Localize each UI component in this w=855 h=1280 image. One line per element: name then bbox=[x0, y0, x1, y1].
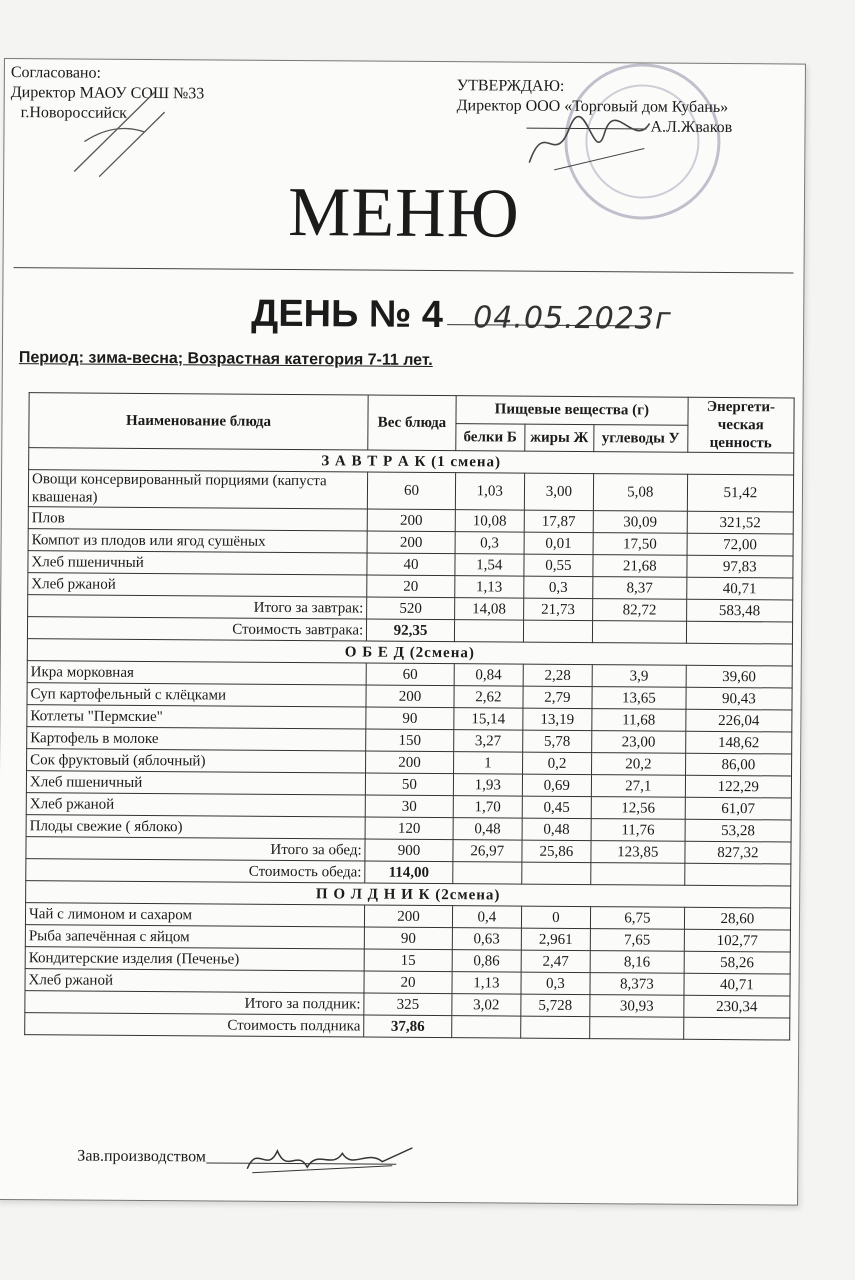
cell-weight: 200 bbox=[365, 905, 453, 928]
dish-name: Чай с лимоном и сахаром bbox=[25, 903, 364, 927]
cell-weight: 90 bbox=[364, 927, 452, 950]
handwritten-date: 04.05.2023г bbox=[473, 300, 672, 337]
cell-u: 30,09 bbox=[593, 511, 687, 534]
cost-label: Стоимость завтрака: bbox=[27, 617, 366, 641]
empty-cell bbox=[522, 862, 591, 884]
cost-value: 37,86 bbox=[364, 1015, 452, 1038]
cell-f: 13,19 bbox=[523, 708, 592, 730]
cell-weight: 60 bbox=[368, 472, 456, 510]
total-e: 230,34 bbox=[684, 995, 790, 1018]
empty-cell bbox=[592, 621, 686, 644]
empty-cell bbox=[523, 620, 592, 642]
footer-label: Зав.производством bbox=[77, 1147, 207, 1166]
dish-name: Компот из плодов или ягод сушёных bbox=[28, 529, 367, 553]
approval-city: г.Новороссийск bbox=[20, 104, 128, 122]
cell-e: 51,42 bbox=[687, 474, 794, 512]
cell-f: 2,28 bbox=[523, 664, 592, 686]
cell-weight: 20 bbox=[364, 971, 452, 994]
header-nutrients: Пищевые вещества (г) bbox=[456, 396, 688, 425]
approval-director: Директор МАОУ СОШ №33 bbox=[10, 84, 205, 103]
empty-cell bbox=[683, 1017, 789, 1040]
cell-u: 6,75 bbox=[590, 907, 684, 930]
cost-label: Стоимость полдника bbox=[25, 1013, 364, 1037]
cell-u: 11,68 bbox=[592, 709, 686, 732]
header-proteins: белки Б bbox=[456, 423, 525, 451]
cell-weight: 30 bbox=[365, 795, 453, 818]
cell-u: 5,08 bbox=[593, 474, 687, 512]
cell-b: 1,93 bbox=[453, 774, 522, 796]
cell-b: 10,08 bbox=[455, 510, 524, 532]
cell-f: 0,3 bbox=[524, 576, 593, 598]
cell-u: 12,56 bbox=[591, 797, 685, 820]
header-name: Наименование блюда bbox=[29, 393, 369, 450]
approve-label: УТВЕРЖДАЮ: bbox=[456, 77, 565, 95]
cell-weight: 200 bbox=[366, 751, 454, 774]
empty-cell bbox=[453, 862, 522, 884]
cell-u: 17,50 bbox=[593, 533, 687, 556]
empty-cell bbox=[521, 1016, 590, 1038]
page-title: МЕНЮ bbox=[287, 173, 520, 253]
cell-b: 1,13 bbox=[455, 576, 524, 598]
dish-name: Хлеб ржаной bbox=[26, 793, 365, 817]
cell-u: 7,65 bbox=[590, 929, 684, 952]
cell-e: 58,26 bbox=[684, 951, 790, 974]
empty-cell bbox=[684, 863, 790, 886]
dish-name: Суп картофельный с клёцками bbox=[27, 683, 366, 707]
cell-e: 97,83 bbox=[687, 555, 793, 578]
period-line: Период: зима-весна; Возрастная категория 7-11 лет. bbox=[18, 349, 433, 370]
cell-weight: 60 bbox=[366, 663, 454, 686]
cell-weight: 200 bbox=[366, 685, 454, 708]
cell-f: 0,2 bbox=[522, 752, 591, 774]
cell-f: 17,87 bbox=[524, 510, 593, 532]
cell-b: 0,3 bbox=[455, 532, 524, 554]
total-weight: 900 bbox=[365, 839, 453, 862]
cell-f: 0 bbox=[521, 906, 590, 928]
cell-b: 1,70 bbox=[453, 796, 522, 818]
cell-weight: 150 bbox=[366, 729, 454, 752]
cost-label: Стоимость обеда: bbox=[26, 859, 365, 883]
section-title: О Б Е Д (2смена) bbox=[27, 639, 792, 666]
cell-e: 40,71 bbox=[684, 973, 790, 996]
cell-b: 0,86 bbox=[452, 950, 521, 972]
cell-weight: 120 bbox=[365, 817, 453, 840]
cost-value: 114,00 bbox=[365, 861, 453, 884]
cell-u: 11,76 bbox=[591, 819, 685, 842]
dish-name: Рыба запечённая с яйцом bbox=[25, 925, 364, 949]
cell-u: 8,373 bbox=[590, 973, 684, 996]
footer-signature-icon bbox=[242, 1139, 422, 1180]
right-signature-icon bbox=[524, 108, 654, 179]
cell-e: 40,71 bbox=[686, 577, 792, 600]
approve-director: Директор ООО «Торговый дом Кубань» bbox=[456, 97, 729, 117]
cell-b: 1 bbox=[453, 752, 522, 774]
cell-e: 39,60 bbox=[686, 665, 792, 688]
dish-name: Хлеб ржаной bbox=[28, 573, 367, 597]
cell-b: 1,03 bbox=[455, 473, 524, 510]
header-energy: Энергети-ческая ценность bbox=[688, 397, 795, 453]
total-u: 82,72 bbox=[593, 599, 687, 622]
total-weight: 325 bbox=[364, 993, 452, 1016]
empty-cell bbox=[454, 620, 523, 642]
header-fats: жиры Ж bbox=[525, 424, 594, 452]
cost-row bbox=[25, 1013, 790, 1040]
dish-name: Хлеб ржаной bbox=[25, 969, 364, 993]
cell-f: 0,3 bbox=[521, 972, 590, 994]
cell-e: 122,29 bbox=[685, 775, 791, 798]
cell-f: 0,48 bbox=[522, 818, 591, 840]
cell-u: 3,9 bbox=[592, 665, 686, 688]
cell-weight: 90 bbox=[366, 707, 454, 730]
total-label: Итого за завтрак: bbox=[28, 595, 367, 619]
cell-u: 21,68 bbox=[593, 555, 687, 578]
cell-b: 0,63 bbox=[452, 928, 521, 950]
cell-b: 0,48 bbox=[453, 818, 522, 840]
dish-name: Икра морковная bbox=[27, 661, 366, 685]
cell-e: 61,07 bbox=[685, 797, 791, 820]
cell-b: 1,13 bbox=[452, 972, 521, 994]
cell-f: 0,01 bbox=[524, 532, 593, 554]
cell-b: 3,27 bbox=[453, 730, 522, 752]
total-b: 26,97 bbox=[453, 840, 522, 862]
cell-e: 321,52 bbox=[687, 511, 793, 534]
dish-name: Кондитерские изделия (Печенье) bbox=[25, 947, 364, 971]
cell-weight: 40 bbox=[367, 553, 455, 576]
total-weight: 520 bbox=[367, 597, 455, 620]
table-row bbox=[28, 470, 793, 512]
total-b: 3,02 bbox=[452, 994, 521, 1016]
cell-f: 2,961 bbox=[521, 928, 590, 950]
dish-name: Хлеб пшеничный bbox=[26, 771, 365, 795]
total-u: 123,85 bbox=[591, 841, 685, 864]
dish-name: Плов bbox=[28, 507, 367, 531]
cell-b: 0,84 bbox=[454, 664, 523, 686]
header-weight: Вес блюда bbox=[368, 395, 456, 451]
dish-name: Картофель в молоке bbox=[27, 727, 366, 751]
empty-cell bbox=[451, 1016, 520, 1038]
cell-u: 20,2 bbox=[591, 753, 685, 776]
cost-value: 92,35 bbox=[367, 619, 455, 642]
cell-f: 5,78 bbox=[523, 730, 592, 752]
cell-u: 8,16 bbox=[590, 951, 684, 974]
dish-name: Плоды свежие ( яблоко) bbox=[26, 815, 365, 839]
total-u: 30,93 bbox=[590, 995, 684, 1018]
dish-name: Хлеб пшеничный bbox=[28, 551, 367, 575]
cell-e: 226,04 bbox=[686, 709, 792, 732]
cell-weight: 20 bbox=[367, 575, 455, 598]
cell-e: 90,43 bbox=[686, 687, 792, 710]
total-label: Итого за полдник: bbox=[25, 991, 364, 1015]
dish-name: Сок фруктовый (яблочный) bbox=[27, 749, 366, 773]
cell-e: 28,60 bbox=[684, 907, 790, 930]
menu-table bbox=[24, 392, 794, 1040]
cell-b: 1,54 bbox=[455, 554, 524, 576]
total-label: Итого за обед: bbox=[26, 837, 365, 861]
cell-e: 148,62 bbox=[685, 731, 791, 754]
total-e: 583,48 bbox=[686, 599, 792, 622]
divider bbox=[14, 267, 794, 273]
total-f: 5,728 bbox=[521, 994, 590, 1016]
dish-name: Овощи консервированный порциями (капуста квашеная) bbox=[28, 470, 367, 509]
cell-b: 15,14 bbox=[454, 708, 523, 730]
cell-b: 0,4 bbox=[452, 906, 521, 928]
cell-weight: 200 bbox=[367, 509, 455, 532]
total-f: 21,73 bbox=[523, 598, 592, 620]
cell-e: 102,77 bbox=[684, 929, 790, 952]
cell-f: 2,47 bbox=[521, 950, 590, 972]
empty-cell bbox=[590, 1017, 684, 1040]
cell-e: 72,00 bbox=[687, 533, 793, 556]
cell-u: 8,37 bbox=[593, 577, 687, 600]
cell-f: 0,45 bbox=[522, 796, 591, 818]
menu-sheet bbox=[0, 58, 806, 1206]
total-b: 14,08 bbox=[454, 598, 523, 620]
header-carbs: углеводы У bbox=[594, 424, 688, 452]
cell-u: 27,1 bbox=[591, 775, 685, 798]
day-label: ДЕНЬ № 4 bbox=[251, 292, 444, 337]
cell-u: 23,00 bbox=[592, 731, 686, 754]
section-title: З А В Т Р А К (1 смена) bbox=[29, 448, 794, 475]
approval-label: Согласовано: bbox=[10, 64, 102, 82]
cell-weight: 50 bbox=[366, 773, 454, 796]
cell-weight: 200 bbox=[367, 531, 455, 554]
empty-cell bbox=[591, 863, 685, 886]
cell-f: 2,79 bbox=[523, 686, 592, 708]
cell-f: 3,00 bbox=[524, 473, 593, 510]
menu-body bbox=[25, 448, 794, 1040]
total-f: 25,86 bbox=[522, 840, 591, 862]
cell-u: 13,65 bbox=[592, 687, 686, 710]
dish-name: Котлеты "Пермские" bbox=[27, 705, 366, 729]
section-title: П О Л Д Н И К (2смена) bbox=[26, 881, 791, 908]
cell-e: 86,00 bbox=[685, 753, 791, 776]
table-header-row bbox=[29, 393, 794, 426]
cell-e: 53,28 bbox=[685, 819, 791, 842]
cell-f: 0,69 bbox=[522, 774, 591, 796]
cell-b: 2,62 bbox=[454, 686, 523, 708]
total-e: 827,32 bbox=[685, 841, 791, 864]
cell-f: 0,55 bbox=[524, 554, 593, 576]
empty-cell bbox=[686, 621, 792, 644]
cell-weight: 15 bbox=[364, 949, 452, 972]
approve-name: А.Л.Жваков bbox=[650, 118, 733, 137]
